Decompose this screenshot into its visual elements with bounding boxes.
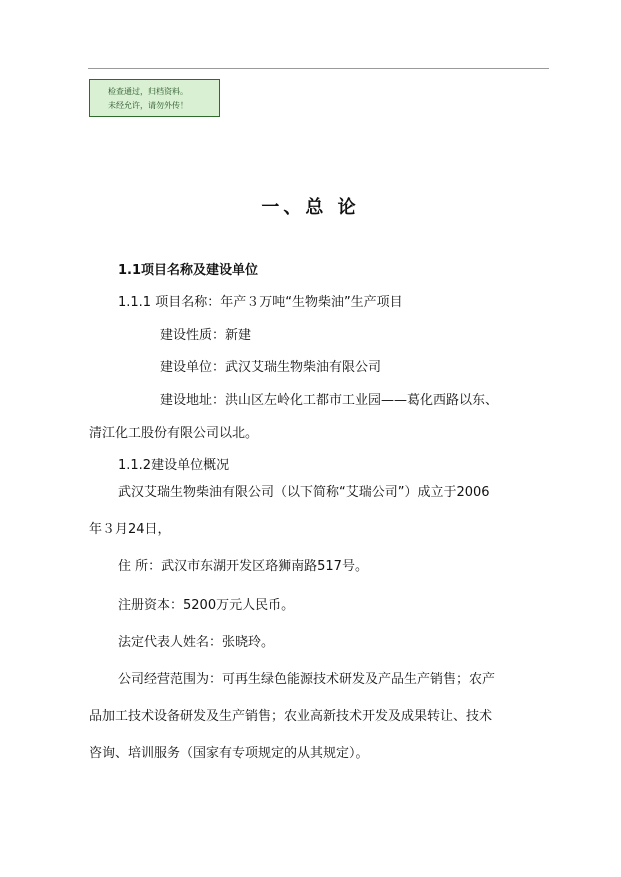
construction-address-line-1: 建设地址：洪山区左岭化工都市工业园——葛化西路以东、 [160,393,499,408]
business-scope-line-3: 咨询、培训服务（国家有专项规定的从其规定）。 [89,746,369,761]
stamp-line-2: 未经允许，请勿外传！ [108,101,188,110]
section-heading: 1.1项目名称及建设单位 [118,263,259,278]
stamp-line-1: 检查通过，归档资料。 [108,87,188,96]
business-scope-line-2: 品加工技术设备研发及生产销售；农业高新技术开发及成果转让、技术 [89,709,493,724]
subsection-project-name: 1.1.1 项目名称：年产３万吨“生物柴油”生产项目 [118,295,403,310]
legal-representative-line: 法定代表人姓名：张晓玲。 [118,635,275,650]
construction-nature: 建设性质：新建 [160,328,252,343]
subsection-unit-overview: 1.1.2建设单位概况 [118,458,230,473]
chapter-title: 一、总 论 [261,197,360,218]
business-scope-line-1: 公司经营范围为：可再生绿色能源技术研发及产品生产销售；农产 [118,672,496,687]
archive-stamp [89,79,220,117]
overview-line-2: 年３月24日， [89,522,171,537]
registered-capital-line: 注册资本：5200万元人民币。 [118,598,295,613]
header-rule [88,68,549,69]
construction-address-line-2: 清江化工股份有限公司以北。 [89,426,259,441]
residence-line: 住 所：武汉市东湖开发区珞狮南路517号。 [118,559,368,574]
overview-line-1: 武汉艾瑞生物柴油有限公司（以下简称“艾瑞公司”）成立于2006 [118,485,490,500]
construction-unit: 建设单位：武汉艾瑞生物柴油有限公司 [160,360,382,375]
